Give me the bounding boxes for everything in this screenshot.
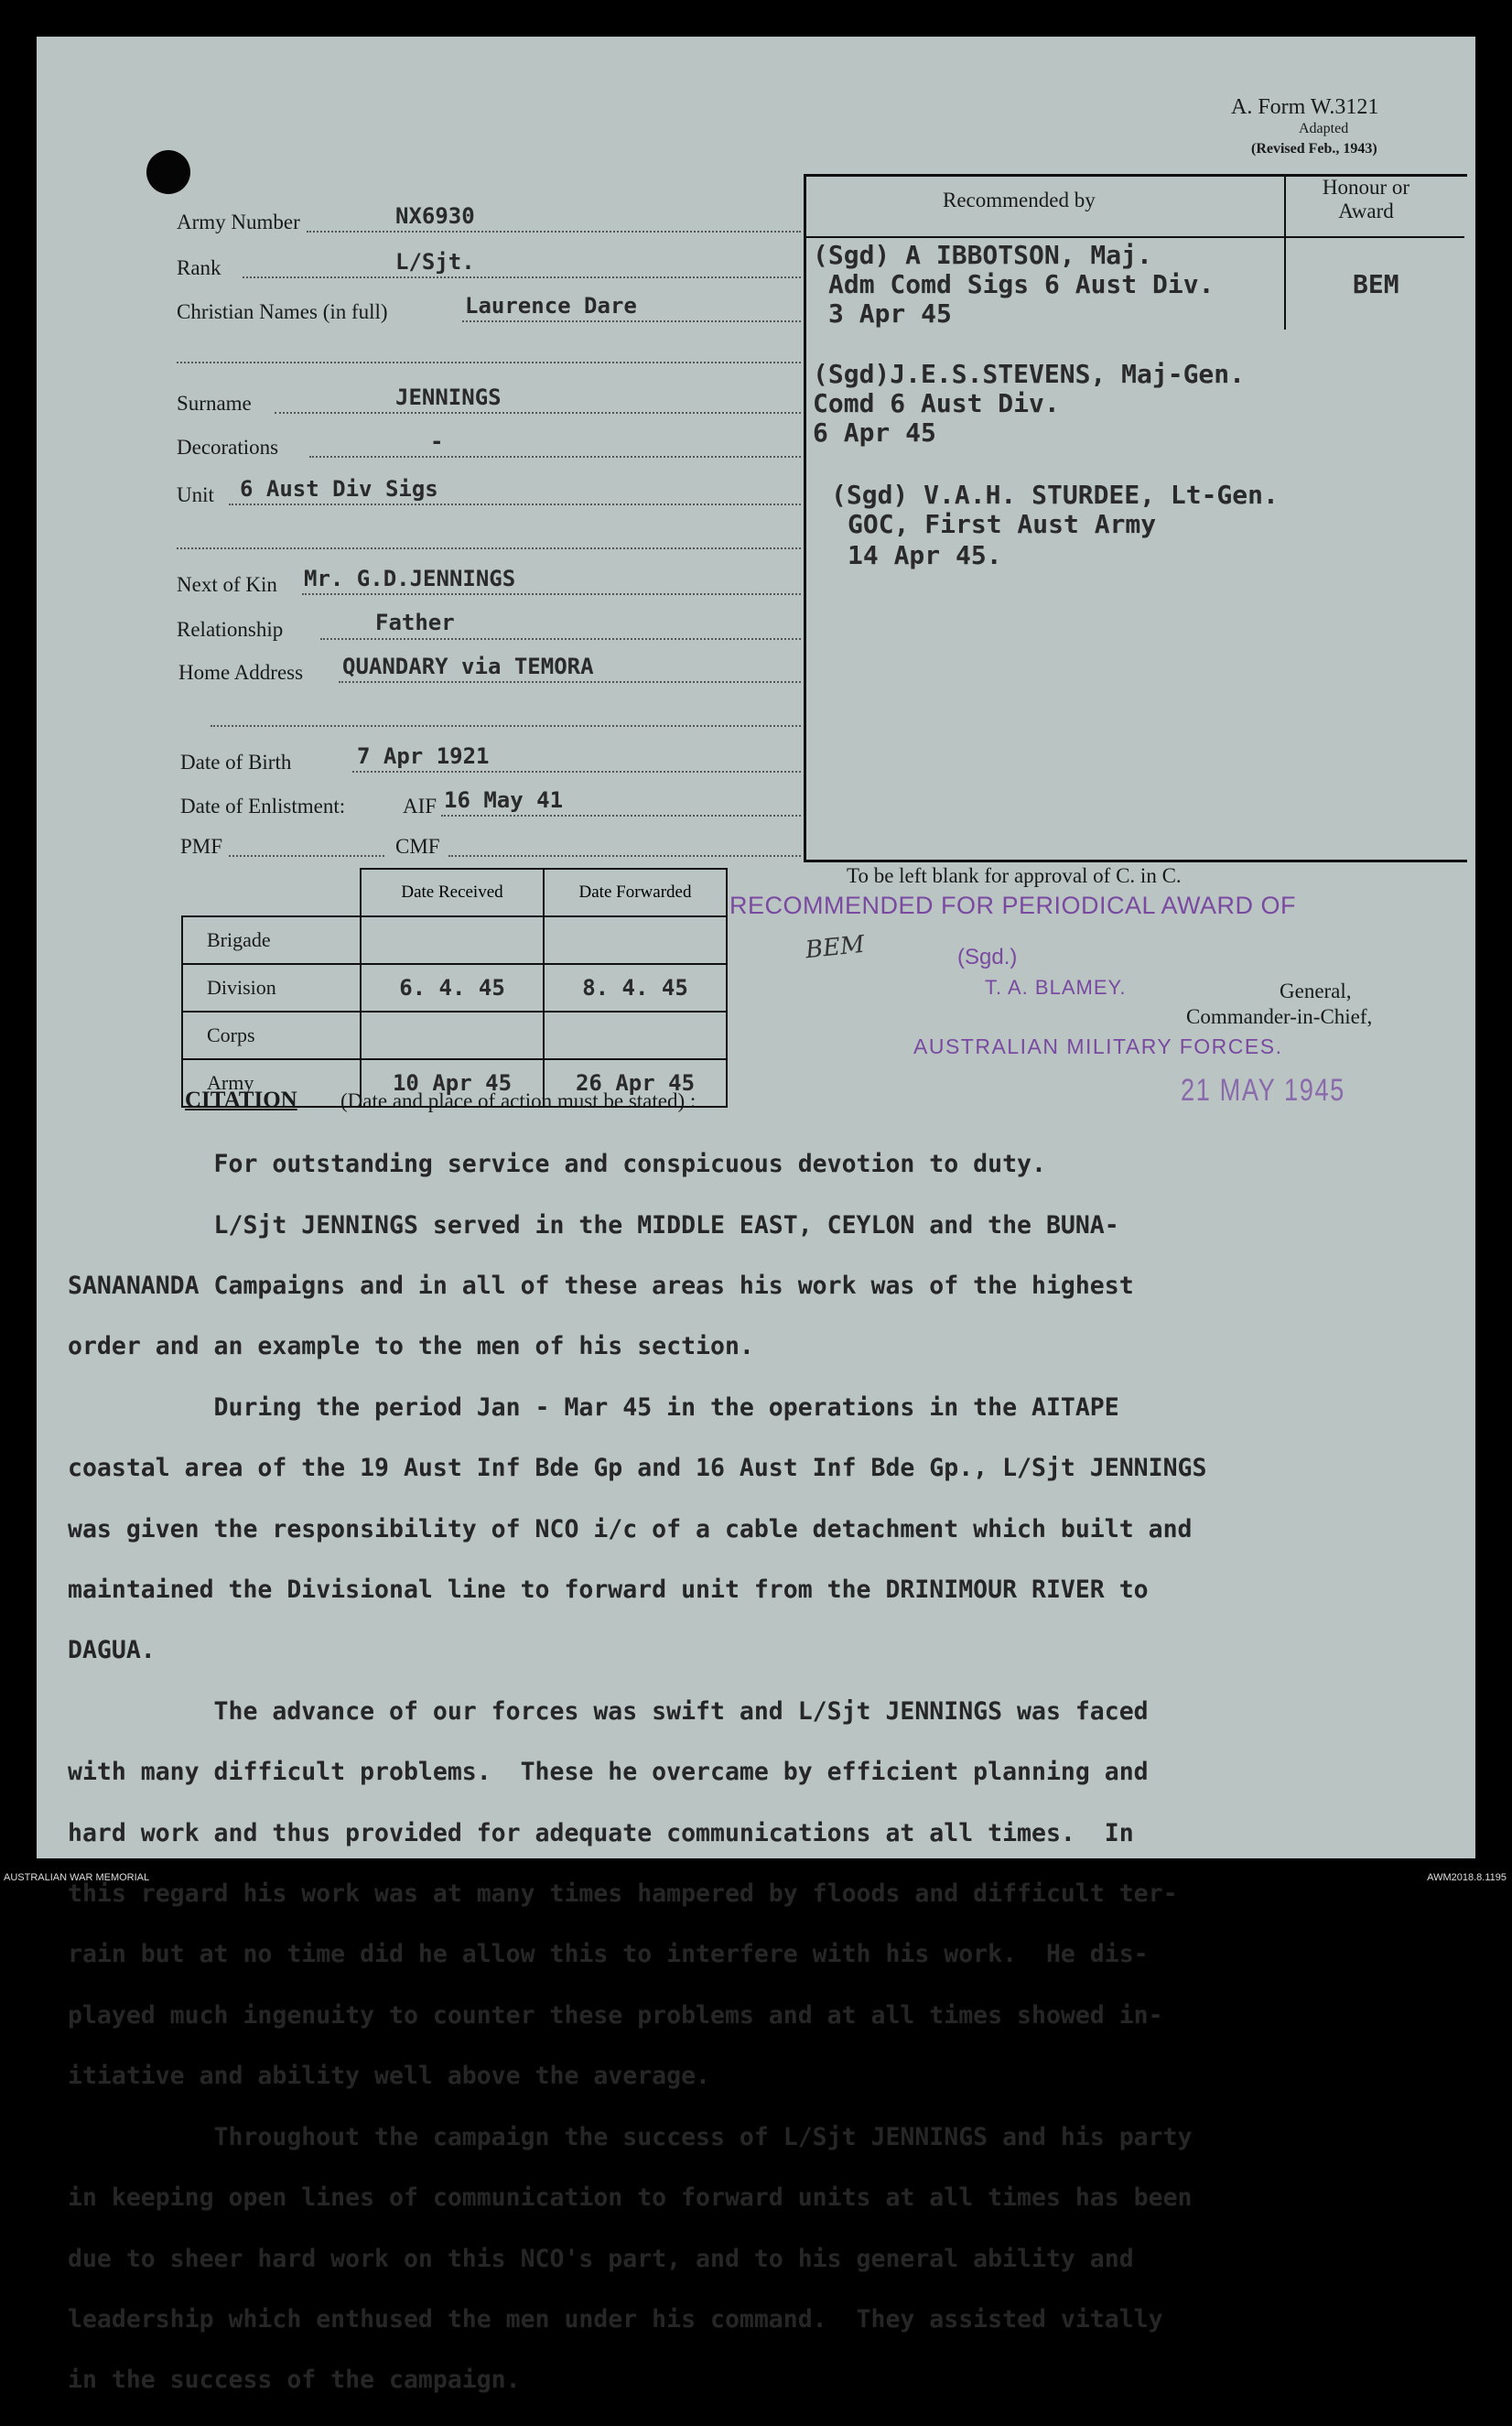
brigade-forwarded [544,916,727,964]
dob-label: Date of Birth [180,751,292,774]
unit-value: 6 Aust Div Sigs [240,476,438,502]
citation-line: For outstanding service and conspicuous devotion to duty. [68,1150,1046,1179]
citation-line: was given the responsibility of NCO i/c of a cable detachment which built and [68,1514,1193,1543]
surname-label: Surname [177,392,252,415]
citation-line: L/Sjt JENNINGS served in the MIDDLE EAST, CEYLON and the BUNA- [68,1210,1119,1240]
recommender-2-position: Comd 6 Aust Div. [813,388,1060,418]
division-forwarded: 8. 4. 45 [544,964,727,1012]
table-row [182,1012,727,1059]
date-stamp: 21 MAY 1945 [1181,1073,1345,1108]
christian-names-label: Christian Names (in full) [177,300,388,323]
recommended-by-header: Recommended by [943,189,1096,211]
corps-received [361,1012,544,1059]
date-received-header: Date Received [361,869,544,916]
citation-line: DAGUA. [68,1636,156,1665]
citation-line: in the success of the campaign. [68,2366,521,2395]
date-forwarded-header: Date Forwarded [544,869,727,916]
decorations-line [309,456,801,458]
recommender-1-position: Adm Comd Sigs 6 Aust Div. [828,269,1215,299]
surname-value: JENNINGS [395,384,502,410]
citation-line: rain but at no time did he allow this to interfere with his work. He dis- [68,1940,1149,1969]
rank-label: Rank [177,256,221,279]
enlistment-value: 16 May 41 [444,787,564,813]
punch-hole [146,150,190,194]
honour-column-divider [1284,174,1286,330]
citation-instruction: (Date and place of action must be stated) : [340,1089,697,1112]
army-forwarded: 26 Apr 45 [544,1059,727,1107]
army-number-value: NX6930 [395,203,475,229]
table-row [182,916,727,964]
approval-title: To be left blank for approval of C. in C. [847,864,1182,887]
row-label-army: Army [182,1059,361,1107]
rank-line [243,276,801,278]
relationship-label: Relationship [177,618,284,641]
approval-name: T. A. BLAMEY. [985,976,1127,999]
enlistment-label: Date of Enlistment: [180,795,346,818]
footer-credit: AUSTRALIAN WAR MEMORIAL [4,1872,150,1883]
recommendation-header-rule [805,236,1464,238]
christian-names-value: Laurence Dare [465,293,637,319]
dates-table [181,868,728,1108]
recommender-3-position: GOC, First Aust Army [848,509,1157,539]
citation-line: in keeping open lines of communication to forward units at all times has been [68,2183,1193,2213]
citation-line: this regard his work was at many times hampered by floods and difficult ter- [68,1879,1178,1909]
unit-line [229,504,801,505]
division-received: 6. 4. 45 [361,964,544,1012]
recommender-3-date: 14 Apr 45. [848,540,1002,570]
cmf-line [448,855,801,857]
recommender-2-signature: (Sgd)J.E.S.STEVENS, Maj-Gen. [813,359,1246,389]
citation-body [68,1119,1206,2426]
citation-line: hard work and thus provided for adequate communications at all times. In [68,1818,1134,1847]
christian-names-line [462,320,801,322]
blank-line-3 [211,725,801,727]
form-id: A. Form W.3121 [1231,95,1379,119]
relationship-value: Father [375,610,455,635]
pmf-label: PMF [180,835,223,858]
recommender-1-date: 3 Apr 45 [828,298,952,329]
relationship-line [320,638,801,640]
footer-id: AWM2018.8.1195 [1427,1872,1507,1883]
blank-line-2 [177,547,801,549]
citation-heading: CITATION [185,1088,297,1112]
citation-line: coastal area of the 19 Aust Inf Bde Gp and 16 Aust Inf Bde Gp., L/Sjt JENNINGS [68,1454,1207,1483]
approval-forces: AUSTRALIAN MILITARY FORCES. [913,1034,1283,1058]
next-of-kin-line [302,593,801,595]
approval-rank: General, [1280,980,1352,1002]
honour-award-header: Honour or Award [1322,176,1410,222]
citation-line: Throughout the campaign the success of L/Sjt JENNINGS and his party [68,2122,1193,2151]
brigade-received [361,916,544,964]
pmf-line [229,855,384,857]
dob-value: 7 Apr 1921 [357,743,490,769]
surname-line [275,412,801,414]
recommender-2-date: 6 Apr 45 [813,417,936,448]
dates-table-header [182,869,727,916]
handwritten-award: BEM [804,930,867,965]
row-label-brigade: Brigade [182,916,361,964]
row-label-corps: Corps [182,1012,361,1059]
home-address-line [339,681,801,683]
citation-line: During the period Jan - Mar 45 in the operations in the AITAPE [68,1392,1119,1422]
citation-line: itiative and ability well above the average. [68,2062,710,2091]
citation-line: due to sheer hard work on this NCO's part, and to his general ability and [68,2244,1134,2273]
next-of-kin-value: Mr. G.D.JENNINGS [304,566,516,591]
army-number-line [307,231,801,233]
decorations-label: Decorations [177,436,279,459]
home-address-value: QUANDARY via TEMORA [342,654,594,679]
recommender-1-signature: (Sgd) A IBBOTSON, Maj. [813,240,1152,270]
citation-line: SANANANDA Campaigns and in all of these areas his work was of the highest [68,1272,1134,1301]
approval-sgd: (Sgd.) [957,945,1018,969]
form-revised: (Revised Feb., 1943) [1251,141,1377,157]
rank-value: L/Sjt. [395,249,475,275]
citation-line: with many difficult problems. These he overcame by efficient planning and [68,1758,1149,1787]
citation-line: maintained the Divisional line to forward unit from the DRINIMOUR RIVER to [68,1576,1149,1605]
dob-line [352,771,801,773]
enlistment-line [441,815,801,817]
citation-line: The advance of our forces was swift and L/Sjt JENNINGS was faced [68,1696,1149,1726]
citation-line: order and an example to the men of his section. [68,1332,754,1361]
army-number-label: Army Number [177,211,300,233]
cmf-label: CMF [395,835,440,858]
citation-line: leadership which enthused the men under his command. They assisted vitally [68,2304,1163,2334]
recommender-3-signature: (Sgd) V.A.H. STURDEE, Lt-Gen. [831,480,1279,510]
form-adapted: Adapted [1299,121,1349,136]
approval-stamp-line: RECOMMENDED FOR PERIODICAL AWARD OF [729,892,1297,919]
blank-line-1 [177,362,801,363]
enlistment-prefix: AIF [403,795,437,818]
row-label-division: Division [182,964,361,1012]
decorations-value: - [430,428,444,454]
award-value: BEM [1353,269,1399,299]
next-of-kin-label: Next of Kin [177,573,277,596]
home-address-label: Home Address [178,661,304,684]
army-received: 10 Apr 45 [361,1059,544,1107]
table-row [182,964,727,1012]
citation-line: played much ingenuity to counter these problems and at all times showed in- [68,2000,1163,2030]
unit-label: Unit [177,483,214,506]
corps-forwarded [544,1012,727,1059]
approval-role: Commander-in-Chief, [1186,1005,1373,1028]
